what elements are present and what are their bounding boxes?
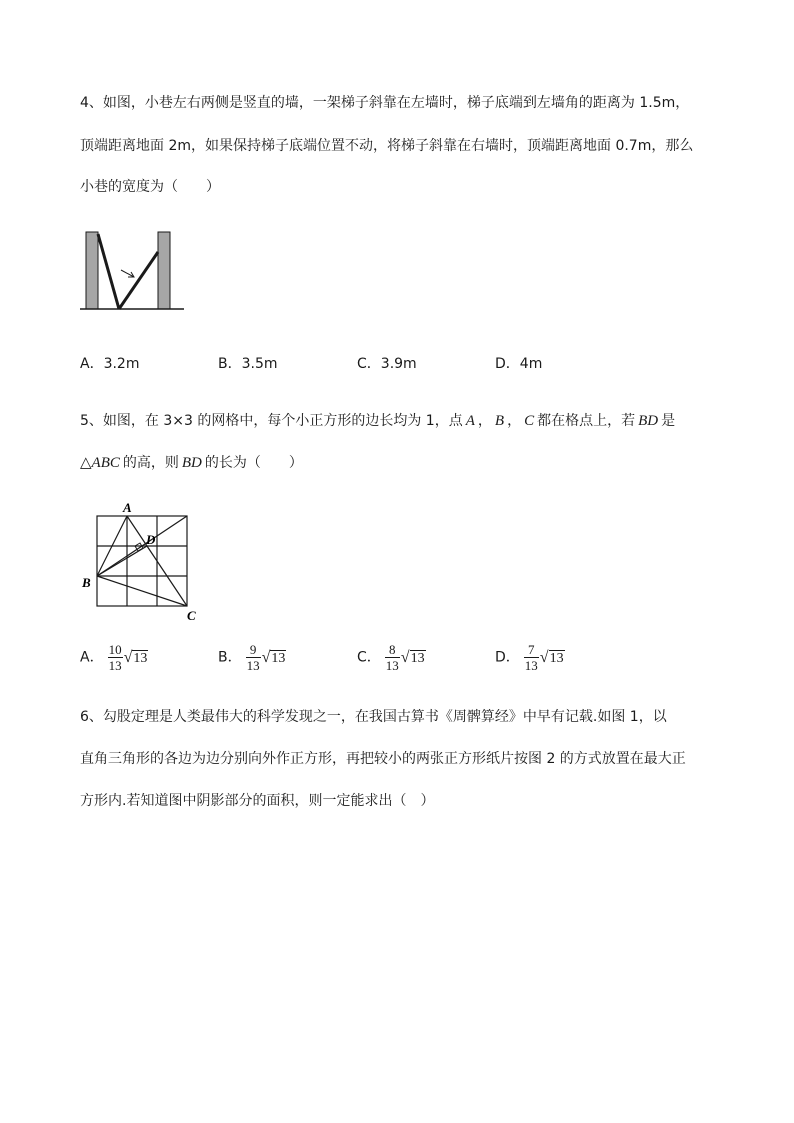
q6-text-line-1: 6、勾股定理是人类最伟大的科学发现之一，在我国古算书《周髀算经》中早有记载.如图 1，以: [80, 709, 667, 725]
q5-option-c[interactable]: C． $\frac{8}{13}$ √13: [357, 642, 425, 673]
q4-option-b[interactable]: B．3.5m: [218, 356, 278, 372]
q4-text-line-1: 4、如图，小巷左右两侧是竖直的墙，一架梯子斜靠在左墙时，梯子底端到左墙角的距离为 1.5m，: [80, 95, 690, 111]
label-c: C: [187, 608, 196, 623]
grid: [97, 516, 187, 606]
ladder-right: [119, 252, 158, 309]
label-d: D: [146, 532, 156, 547]
q4-ladder-figure: [78, 228, 188, 314]
label-b: B: [82, 575, 91, 590]
q6-text-line-3: 方形内.若知道图中阴影部分的面积，则一定能求出（ ）: [80, 793, 435, 809]
q4-option-a[interactable]: A．3.2m: [80, 356, 140, 372]
q4-option-d[interactable]: D．4m: [495, 356, 543, 372]
q4-option-c[interactable]: C．3.9m: [357, 356, 417, 372]
q4-text-line-3: 小巷的宽度为（ ）: [80, 179, 220, 195]
q5-option-b[interactable]: B． $\frac{9}{13}$ √13: [218, 642, 286, 673]
label-a: A: [123, 500, 132, 515]
q6-text-line-2: 直角三角形的各边为边分别向外作正方形，再把较小的两张正方形纸片按图 2 的方式放置在最大正: [80, 751, 686, 767]
q4-text-line-2: 顶端距离地面 2m，如果保持梯子底端位置不动，将梯子斜靠在右墙时，顶端距离地面 0.7m，那么: [80, 138, 694, 154]
triangle-abc: [97, 516, 187, 606]
ladder-left: [98, 234, 119, 309]
q5-text-line-1: 5、如图，在 3×3 的网格中，每个小正方形的边长均为 1，点 A ， B ， C 都在格点上，若 BD 是: [80, 413, 676, 429]
q5-text-line-2: △ABC 的高，则 BD 的长为（ ）: [80, 455, 303, 471]
q5-option-a[interactable]: A． $\frac{10}{13}$ √13: [80, 642, 148, 673]
right-wall: [158, 232, 170, 309]
q5-option-d[interactable]: D． $\frac{7}{13}$ √13: [495, 642, 564, 673]
left-wall: [86, 232, 98, 309]
q5-grid-figure: [78, 498, 204, 624]
